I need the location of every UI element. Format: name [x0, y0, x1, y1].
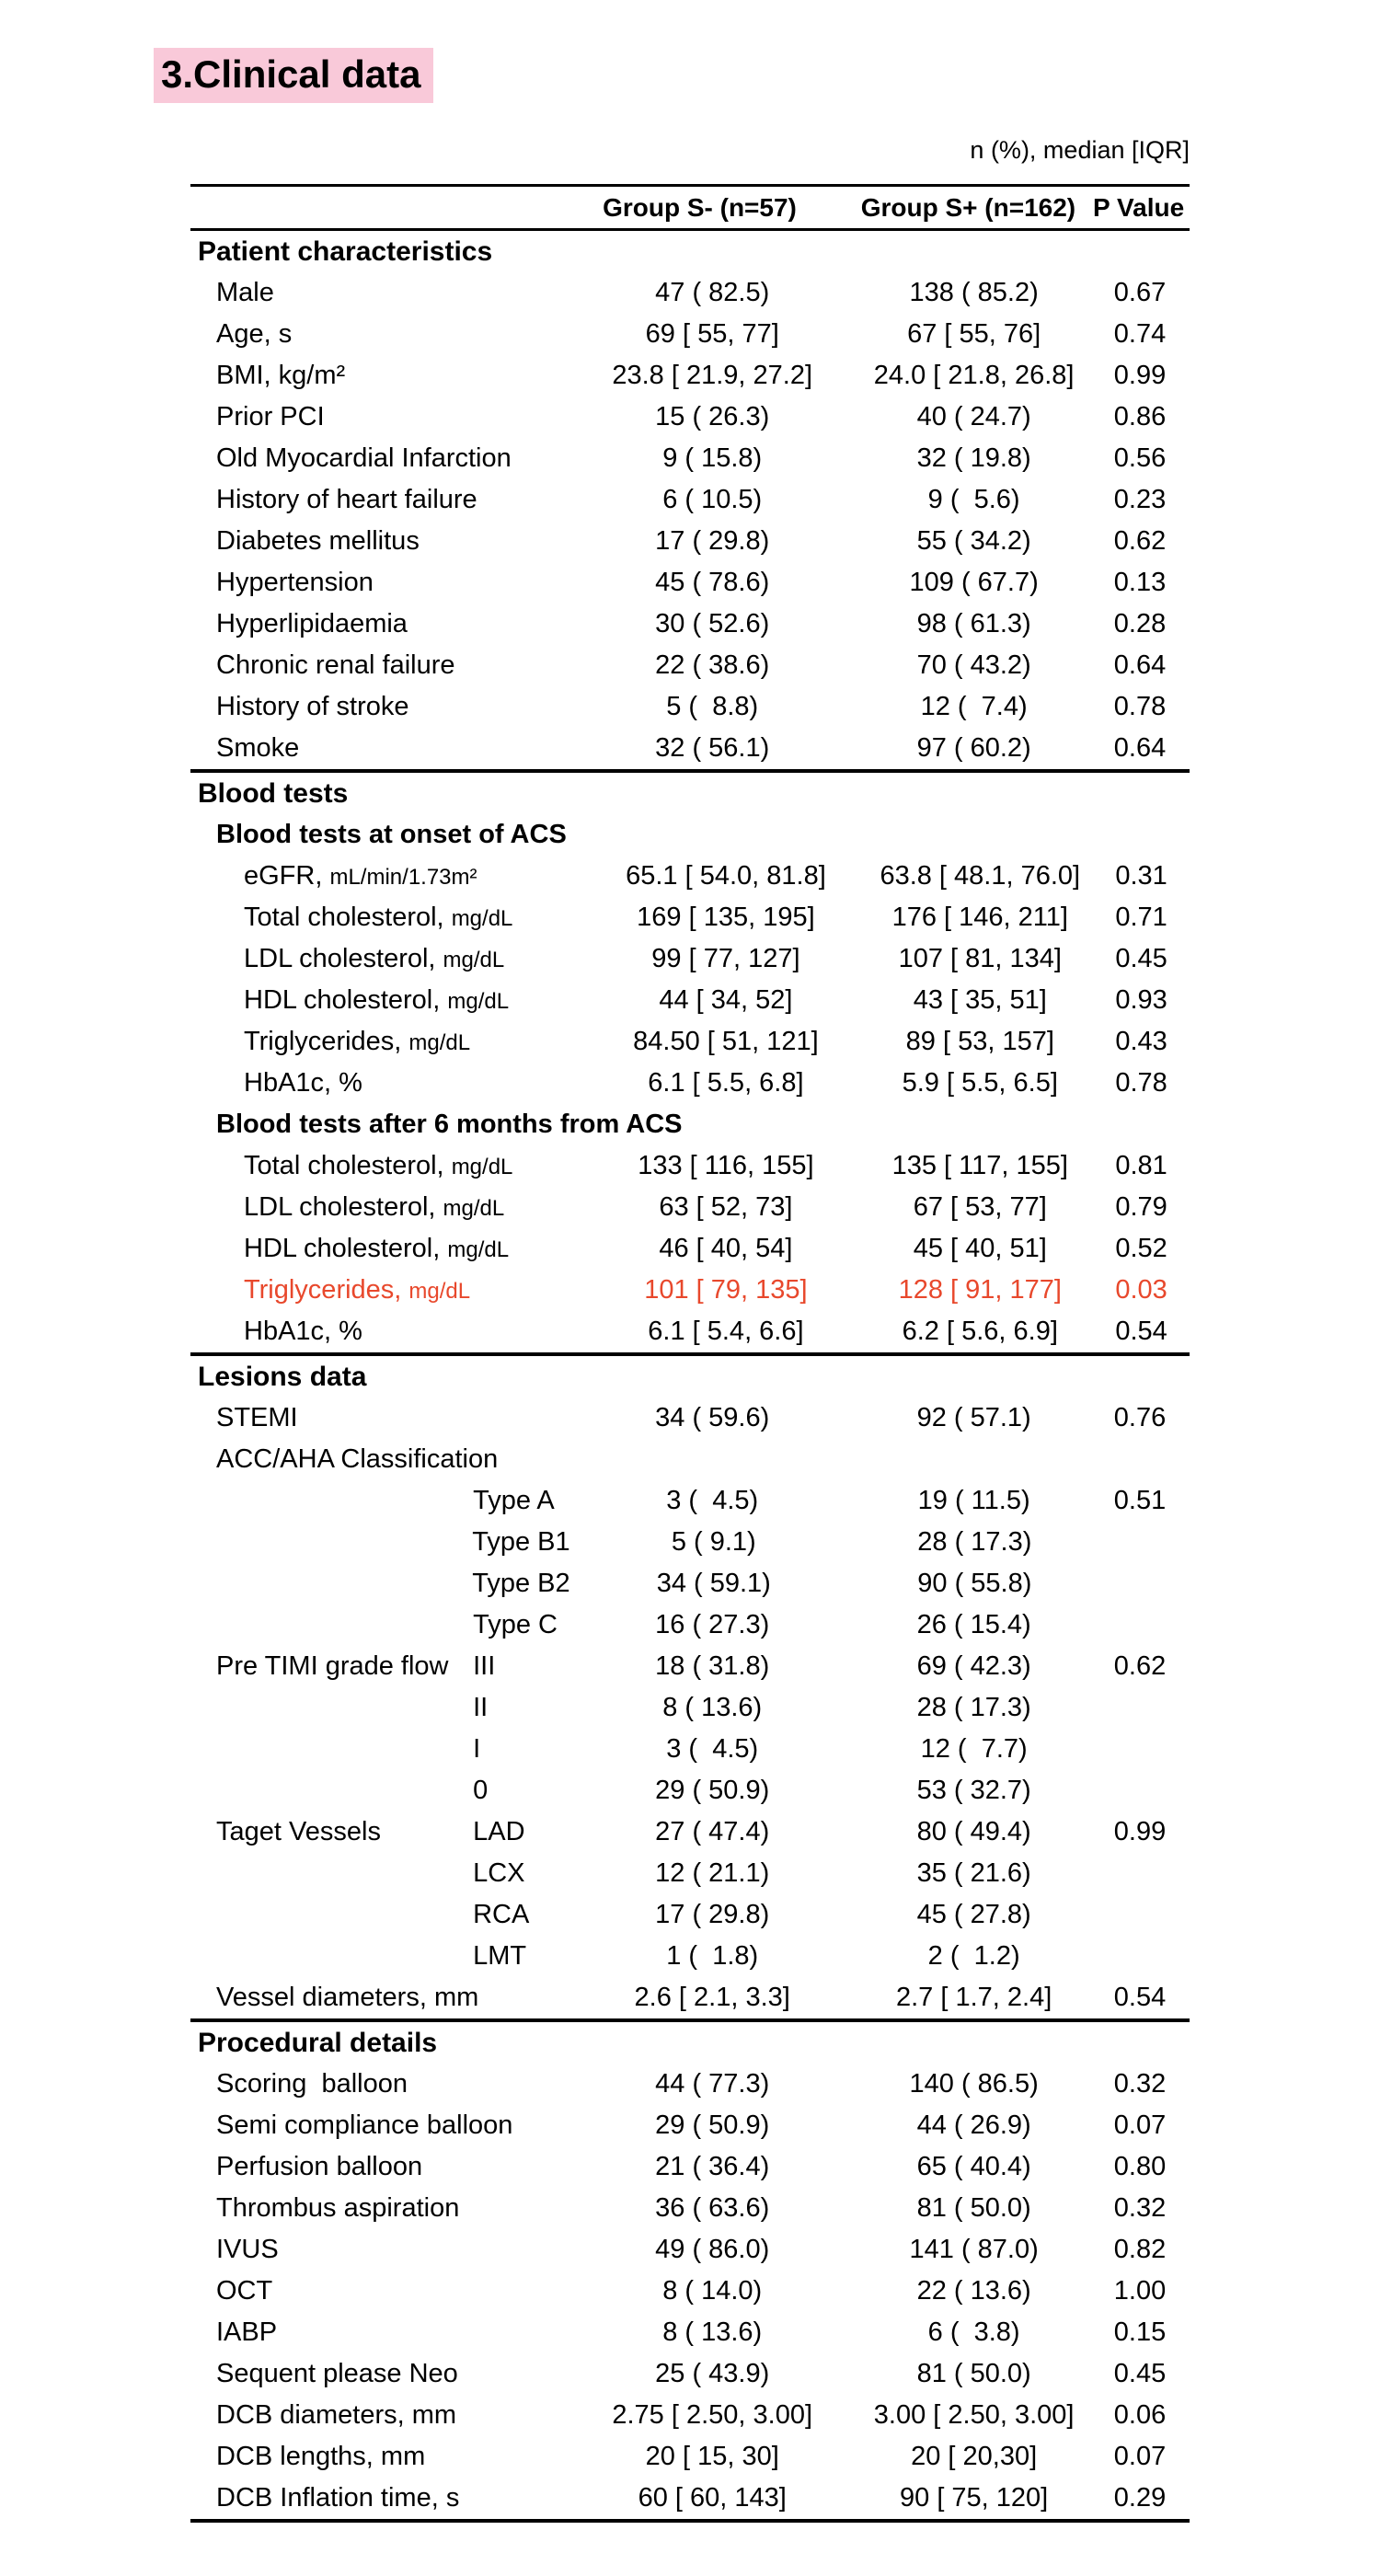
row-unit: mg/dL	[451, 906, 513, 931]
value-group-s-minus: 17 ( 29.8)	[655, 526, 770, 556]
table-row	[190, 1729, 1190, 1770]
row-unit: mg/dL	[408, 1030, 471, 1055]
row-unit: mg/dL	[447, 989, 510, 1014]
value-p: 0.45	[1115, 944, 1167, 973]
table-row	[190, 2229, 1190, 2271]
value-group-s-minus: 34 ( 59.6)	[655, 1403, 770, 1432]
value-group-s-minus: 5 ( 8.8)	[666, 692, 759, 721]
value-group-s-plus: 63.8 [ 48.1, 76.0]	[880, 861, 1081, 891]
table-row	[190, 2271, 1190, 2312]
value-group-s-minus: 101 [ 79, 135]	[644, 1275, 808, 1305]
value-group-s-plus: 2.7 [ 1.7, 2.4]	[895, 1983, 1052, 2012]
value-group-s-plus: 28 ( 17.3)	[916, 1693, 1031, 1722]
value-p: 0.78	[1115, 1068, 1167, 1098]
value-group-s-plus: 40 ( 24.7)	[916, 402, 1031, 431]
row-label: ACC/AHA Classification	[216, 1444, 499, 1474]
row-label: Hypertension	[216, 568, 374, 597]
table-row	[190, 355, 1190, 397]
table-row	[190, 1311, 1190, 1352]
row-unit: mg/dL	[443, 948, 505, 972]
value-group-s-minus: 6.1 [ 5.5, 6.8]	[648, 1068, 804, 1098]
value-p: 0.28	[1113, 609, 1167, 638]
page-title: 3.Clinical data	[154, 48, 433, 103]
value-group-s-plus: 67 [ 53, 77]	[913, 1192, 1047, 1222]
value-group-s-minus: 8 ( 13.6)	[662, 2317, 763, 2347]
table-row	[190, 479, 1190, 521]
value-p: 0.67	[1113, 278, 1167, 307]
value-p: 0.51	[1113, 1486, 1167, 1515]
row-label: Triglycerides, mg/dL	[244, 1027, 471, 1056]
row-sublabel: LCX	[473, 1858, 525, 1888]
row-label: OCT	[216, 2276, 273, 2306]
value-p: 0.07	[1113, 2110, 1167, 2140]
value-group-s-minus: 6 ( 10.5)	[662, 485, 763, 514]
value-p: 0.13	[1113, 568, 1167, 597]
value-group-s-plus: 2 ( 1.2)	[927, 1941, 1020, 1971]
value-p: 0.82	[1113, 2235, 1167, 2264]
table-row	[190, 272, 1190, 314]
value-group-s-minus: 99 [ 77, 127]	[651, 944, 800, 973]
section-header-row	[190, 773, 1190, 814]
value-group-s-minus: 21 ( 36.4)	[655, 2152, 770, 2181]
value-group-s-minus: 3 ( 4.5)	[666, 1734, 759, 1764]
value-group-s-minus: 17 ( 29.8)	[655, 1900, 770, 1929]
value-group-s-minus: 5 ( 9.1)	[671, 1527, 756, 1557]
value-group-s-minus: 27 ( 47.4)	[655, 1817, 770, 1846]
row-unit: mg/dL	[451, 1155, 513, 1179]
table-row	[190, 2188, 1190, 2229]
value-group-s-plus: 19 ( 11.5)	[917, 1486, 1030, 1515]
column-header-group-s-minus: Group S- (n=57)	[603, 192, 797, 222]
row-label: DCB Inflation time, s	[216, 2483, 460, 2513]
row-unit: mL/min/1.73m²	[329, 865, 477, 890]
row-sublabel: Type A	[473, 1486, 555, 1515]
value-group-s-plus: 28 ( 17.3)	[917, 1527, 1032, 1557]
row-label: Age, s	[216, 319, 293, 349]
value-p: 0.32	[1113, 2193, 1167, 2223]
value-p: 0.99	[1113, 1817, 1167, 1846]
table-row	[190, 2146, 1190, 2188]
row-sublabel: Type B1	[472, 1527, 570, 1557]
row-sublabel: 0	[473, 1776, 489, 1805]
table-row	[190, 1063, 1190, 1104]
value-group-s-minus: 133 [ 116, 155]	[638, 1151, 814, 1180]
table-row	[190, 1187, 1190, 1228]
value-group-s-plus: 65 ( 40.4)	[916, 2152, 1031, 2181]
row-sublabel: Type B2	[472, 1569, 570, 1598]
row-label: Pre TIMI grade flow	[216, 1651, 449, 1681]
row-sublabel: III	[473, 1651, 496, 1681]
value-p: 0.54	[1113, 1983, 1167, 2012]
value-group-s-plus: 107 [ 81, 134]	[898, 944, 1062, 973]
value-p: 0.06	[1113, 2400, 1167, 2430]
value-group-s-minus: 2.75 [ 2.50, 3.00]	[612, 2400, 813, 2430]
row-label: History of stroke	[216, 692, 409, 721]
row-label: Semi compliance balloon	[216, 2110, 513, 2140]
table-row	[190, 521, 1190, 562]
value-group-s-minus: 12 ( 21.1)	[655, 1858, 770, 1888]
value-p: 0.62	[1113, 1651, 1167, 1681]
row-label: Thrombus aspiration	[216, 2193, 460, 2223]
table-row	[190, 1604, 1190, 1646]
row-label: HDL cholesterol, mg/dL	[244, 985, 510, 1015]
subsection-title: Blood tests after 6 months from ACS	[216, 1110, 683, 1139]
section-header-row	[190, 231, 1190, 272]
value-p: 0.80	[1113, 2152, 1167, 2181]
table-row	[190, 2353, 1190, 2395]
value-group-s-plus: 45 ( 27.8)	[916, 1900, 1031, 1929]
value-group-s-plus: 176 [ 146, 211]	[891, 903, 1068, 932]
row-label: Prior PCI	[216, 402, 325, 431]
value-group-s-minus: 20 [ 15, 30]	[645, 2442, 779, 2471]
value-group-s-plus: 89 [ 53, 157]	[905, 1027, 1054, 1056]
value-group-s-plus: 98 ( 61.3)	[916, 609, 1031, 638]
table-row	[190, 1270, 1190, 1311]
value-group-s-plus: 9 ( 5.6)	[927, 485, 1020, 514]
value-group-s-minus: 2.6 [ 2.1, 3.3]	[634, 1983, 790, 2012]
value-group-s-minus: 23.8 [ 21.9, 27.2]	[612, 361, 813, 390]
table-row	[190, 2105, 1190, 2146]
row-label: Scoring balloon	[216, 2069, 408, 2099]
row-sublabel: I	[473, 1734, 481, 1764]
value-group-s-minus: 44 ( 77.3)	[655, 2069, 770, 2099]
value-group-s-minus: 18 ( 31.8)	[655, 1651, 770, 1681]
value-group-s-minus: 1 ( 1.8)	[666, 1941, 759, 1971]
table-row	[190, 1811, 1190, 1853]
row-label: DCB lengths, mm	[216, 2442, 426, 2471]
table-row	[190, 1687, 1190, 1729]
table-row	[190, 645, 1190, 686]
row-label: STEMI	[216, 1403, 298, 1432]
value-p: 0.62	[1113, 526, 1167, 556]
value-group-s-minus: 36 ( 63.6)	[655, 2193, 770, 2223]
row-label: DCB diameters, mm	[216, 2400, 457, 2430]
value-group-s-plus: 43 [ 35, 51]	[913, 985, 1047, 1015]
value-group-s-minus: 16 ( 27.3)	[655, 1610, 770, 1639]
table-row	[190, 604, 1190, 645]
section-header-row	[190, 1356, 1190, 1397]
subsection-header-row	[190, 1104, 1190, 1145]
value-group-s-plus: 12 ( 7.7)	[920, 1734, 1028, 1764]
value-group-s-minus: 29 ( 50.9)	[655, 2110, 770, 2140]
table-row	[190, 2312, 1190, 2353]
row-sublabel: Type C	[473, 1610, 558, 1639]
value-group-s-plus: 92 ( 57.1)	[916, 1403, 1031, 1432]
value-group-s-plus: 80 ( 49.4)	[916, 1817, 1031, 1846]
value-p: 0.99	[1113, 361, 1167, 390]
value-p: 0.15	[1113, 2317, 1167, 2347]
value-group-s-plus: 55 ( 34.2)	[916, 526, 1031, 556]
row-label: HDL cholesterol, mg/dL	[244, 1234, 510, 1263]
table-row	[190, 2064, 1190, 2105]
row-sublabel: LAD	[473, 1817, 525, 1846]
row-label: HbA1c, %	[244, 1068, 362, 1098]
table-row	[190, 1770, 1190, 1811]
value-p: 0.86	[1113, 402, 1167, 431]
section-header-row	[190, 2022, 1190, 2064]
value-group-s-minus: 47 ( 82.5)	[655, 278, 770, 307]
value-group-s-plus: 81 ( 50.0)	[916, 2193, 1031, 2223]
value-p: 0.07	[1113, 2442, 1167, 2471]
value-p: 0.81	[1115, 1151, 1167, 1180]
row-label: Vessel diameters, mm	[216, 1983, 479, 2012]
row-label: History of heart failure	[216, 485, 477, 514]
value-group-s-plus: 20 [ 20,30]	[911, 2442, 1038, 2471]
table-row	[190, 980, 1190, 1021]
row-label: Male	[216, 278, 274, 307]
row-label: Old Myocardial Infarction	[216, 443, 512, 473]
value-group-s-plus: 12 ( 7.4)	[920, 692, 1028, 721]
table-row	[190, 1853, 1190, 1894]
row-label: Total cholesterol, mg/dL	[244, 1151, 513, 1180]
table-row	[190, 686, 1190, 728]
value-p: 0.43	[1115, 1027, 1167, 1056]
value-group-s-plus: 35 ( 21.6)	[916, 1858, 1031, 1888]
row-label: HbA1c, %	[244, 1317, 362, 1346]
table-row	[190, 1977, 1190, 2018]
table-row	[190, 1145, 1190, 1187]
row-label: Smoke	[216, 733, 300, 763]
table-row	[190, 2436, 1190, 2478]
value-group-s-plus: 141 ( 87.0)	[909, 2235, 1039, 2264]
row-label: LDL cholesterol, mg/dL	[244, 944, 505, 973]
table-row	[190, 1228, 1190, 1270]
value-group-s-plus: 97 ( 60.2)	[916, 733, 1031, 763]
value-group-s-minus: 8 ( 13.6)	[662, 1693, 763, 1722]
subsection-header-row	[190, 814, 1190, 856]
value-group-s-plus: 128 [ 91, 177]	[898, 1275, 1062, 1305]
value-group-s-minus: 65.1 [ 54.0, 81.8]	[626, 861, 826, 891]
value-group-s-plus: 24.0 [ 21.8, 26.8]	[873, 361, 1075, 390]
row-label: Diabetes mellitus	[216, 526, 420, 556]
value-group-s-minus: 169 [ 135, 195]	[637, 903, 815, 932]
value-group-s-minus: 15 ( 26.3)	[655, 402, 770, 431]
value-group-s-minus: 9 ( 15.8)	[662, 443, 763, 473]
value-p: 0.76	[1113, 1403, 1167, 1432]
table-row	[190, 897, 1190, 938]
table-row	[190, 438, 1190, 479]
row-sublabel: II	[473, 1693, 489, 1722]
row-label: Triglycerides, mg/dL	[244, 1275, 471, 1305]
value-p: 0.79	[1115, 1192, 1167, 1222]
value-group-s-minus: 69 [ 55, 77]	[645, 319, 779, 349]
value-group-s-plus: 32 ( 19.8)	[916, 443, 1031, 473]
value-group-s-minus: 29 ( 50.9)	[655, 1776, 770, 1805]
section-title: Procedural details	[198, 2027, 438, 2058]
table-row	[190, 728, 1190, 769]
column-header-p-value: P Value	[1093, 192, 1185, 222]
table-row	[190, 1894, 1190, 1936]
table-row	[190, 1522, 1190, 1563]
table-row	[190, 2395, 1190, 2436]
row-label: BMI, kg/m²	[216, 361, 346, 390]
value-p: 1.00	[1113, 2276, 1167, 2306]
row-label: Perfusion balloon	[216, 2152, 423, 2181]
row-label: Hyperlipidaemia	[216, 609, 408, 638]
value-p: 0.23	[1113, 485, 1167, 514]
table-row	[190, 562, 1190, 604]
value-p: 0.64	[1113, 733, 1167, 763]
value-group-s-minus: 46 [ 40, 54]	[659, 1234, 793, 1263]
value-group-s-plus: 6 ( 3.8)	[927, 2317, 1020, 2347]
value-group-s-plus: 45 [ 40, 51]	[913, 1234, 1047, 1263]
value-group-s-plus: 5.9 [ 5.5, 6.5]	[902, 1068, 1058, 1098]
value-group-s-minus: 49 ( 86.0)	[655, 2235, 770, 2264]
table-body	[190, 231, 1190, 2523]
clinical-data-table	[190, 184, 1190, 2523]
row-label: LDL cholesterol, mg/dL	[244, 1192, 505, 1222]
column-header-group-s-plus: Group S+ (n=162)	[860, 192, 1076, 222]
value-group-s-plus: 135 [ 117, 155]	[891, 1151, 1068, 1180]
row-label: IABP	[216, 2317, 278, 2347]
section-title: Blood tests	[198, 777, 349, 809]
value-group-s-plus: 138 ( 85.2)	[909, 278, 1039, 307]
value-p: 0.54	[1115, 1317, 1167, 1346]
table-row	[190, 1646, 1190, 1687]
value-group-s-minus: 8 ( 14.0)	[662, 2276, 763, 2306]
value-group-s-minus: 25 ( 43.9)	[655, 2359, 770, 2388]
value-group-s-plus: 90 ( 55.8)	[917, 1569, 1032, 1598]
value-group-s-plus: 44 ( 26.9)	[916, 2110, 1031, 2140]
value-p: 0.93	[1115, 985, 1167, 1015]
table-row	[190, 1563, 1190, 1604]
value-p: 0.71	[1115, 903, 1167, 932]
row-label: eGFR, mL/min/1.73m²	[244, 861, 477, 891]
table-row	[190, 2478, 1190, 2519]
value-p: 0.45	[1113, 2359, 1167, 2388]
table-row	[190, 856, 1190, 897]
table-row	[190, 938, 1190, 980]
row-unit: mg/dL	[443, 1196, 505, 1221]
value-group-s-minus: 32 ( 56.1)	[655, 733, 770, 763]
value-group-s-plus: 90 [ 75, 120]	[900, 2483, 1049, 2513]
value-group-s-minus: 84.50 [ 51, 121]	[633, 1027, 819, 1056]
value-group-s-plus: 6.2 [ 5.6, 6.9]	[902, 1317, 1058, 1346]
table-row	[190, 1021, 1190, 1063]
table-row	[190, 314, 1190, 355]
value-group-s-plus: 3.00 [ 2.50, 3.00]	[873, 2400, 1075, 2430]
value-group-s-minus: 3 ( 4.5)	[666, 1486, 759, 1515]
value-p: 0.03	[1115, 1275, 1167, 1305]
row-label: Chronic renal failure	[216, 650, 455, 680]
row-label: IVUS	[216, 2235, 279, 2264]
table-header-row	[190, 187, 1190, 228]
value-group-s-minus: 30 ( 52.6)	[655, 609, 770, 638]
value-group-s-plus: 67 [ 55, 76]	[907, 319, 1041, 349]
value-group-s-plus: 81 ( 50.0)	[916, 2359, 1031, 2388]
table-row	[190, 1397, 1190, 1439]
row-sublabel: LMT	[473, 1941, 527, 1971]
value-p: 0.64	[1113, 650, 1167, 680]
subsection-title: Blood tests at onset of ACS	[216, 820, 567, 849]
row-label: Taget Vessels	[216, 1817, 381, 1846]
table-bottom-rule	[190, 2519, 1190, 2523]
value-p: 0.29	[1113, 2483, 1167, 2513]
value-p: 0.78	[1113, 692, 1167, 721]
value-group-s-plus: 26 ( 15.4)	[916, 1610, 1031, 1639]
value-group-s-plus: 53 ( 32.7)	[916, 1776, 1031, 1805]
units-note: n (%), median [IQR]	[970, 136, 1190, 164]
value-group-s-minus: 60 [ 60, 143]	[638, 2483, 787, 2513]
value-p: 0.31	[1115, 861, 1167, 891]
section-title: Lesions data	[198, 1361, 367, 1392]
row-label: Total cholesterol, mg/dL	[244, 903, 513, 932]
value-group-s-plus: 109 ( 67.7)	[909, 568, 1039, 597]
value-group-s-plus: 22 ( 13.6)	[916, 2276, 1031, 2306]
value-p: 0.32	[1113, 2069, 1167, 2099]
value-group-s-plus: 69 ( 42.3)	[916, 1651, 1031, 1681]
table-row	[190, 1439, 1190, 1480]
row-unit: mg/dL	[447, 1237, 510, 1262]
row-unit: mg/dL	[408, 1279, 471, 1304]
value-p: 0.74	[1113, 319, 1167, 349]
value-group-s-minus: 6.1 [ 5.4, 6.6]	[648, 1317, 804, 1346]
value-group-s-minus: 34 ( 59.1)	[656, 1569, 771, 1598]
value-group-s-minus: 45 ( 78.6)	[655, 568, 770, 597]
row-label: Sequent please Neo	[216, 2359, 458, 2388]
value-group-s-plus: 140 ( 86.5)	[909, 2069, 1039, 2099]
table-row	[190, 1936, 1190, 1977]
value-group-s-minus: 22 ( 38.6)	[655, 650, 770, 680]
section-title: Patient characteristics	[198, 236, 493, 267]
value-group-s-plus: 70 ( 43.2)	[916, 650, 1031, 680]
value-group-s-minus: 63 [ 52, 73]	[659, 1192, 793, 1222]
value-p: 0.56	[1113, 443, 1167, 473]
value-group-s-minus: 44 [ 34, 52]	[659, 985, 793, 1015]
table-row	[190, 1480, 1190, 1522]
row-sublabel: RCA	[473, 1900, 530, 1929]
value-p: 0.52	[1115, 1234, 1167, 1263]
table-row	[190, 397, 1190, 438]
